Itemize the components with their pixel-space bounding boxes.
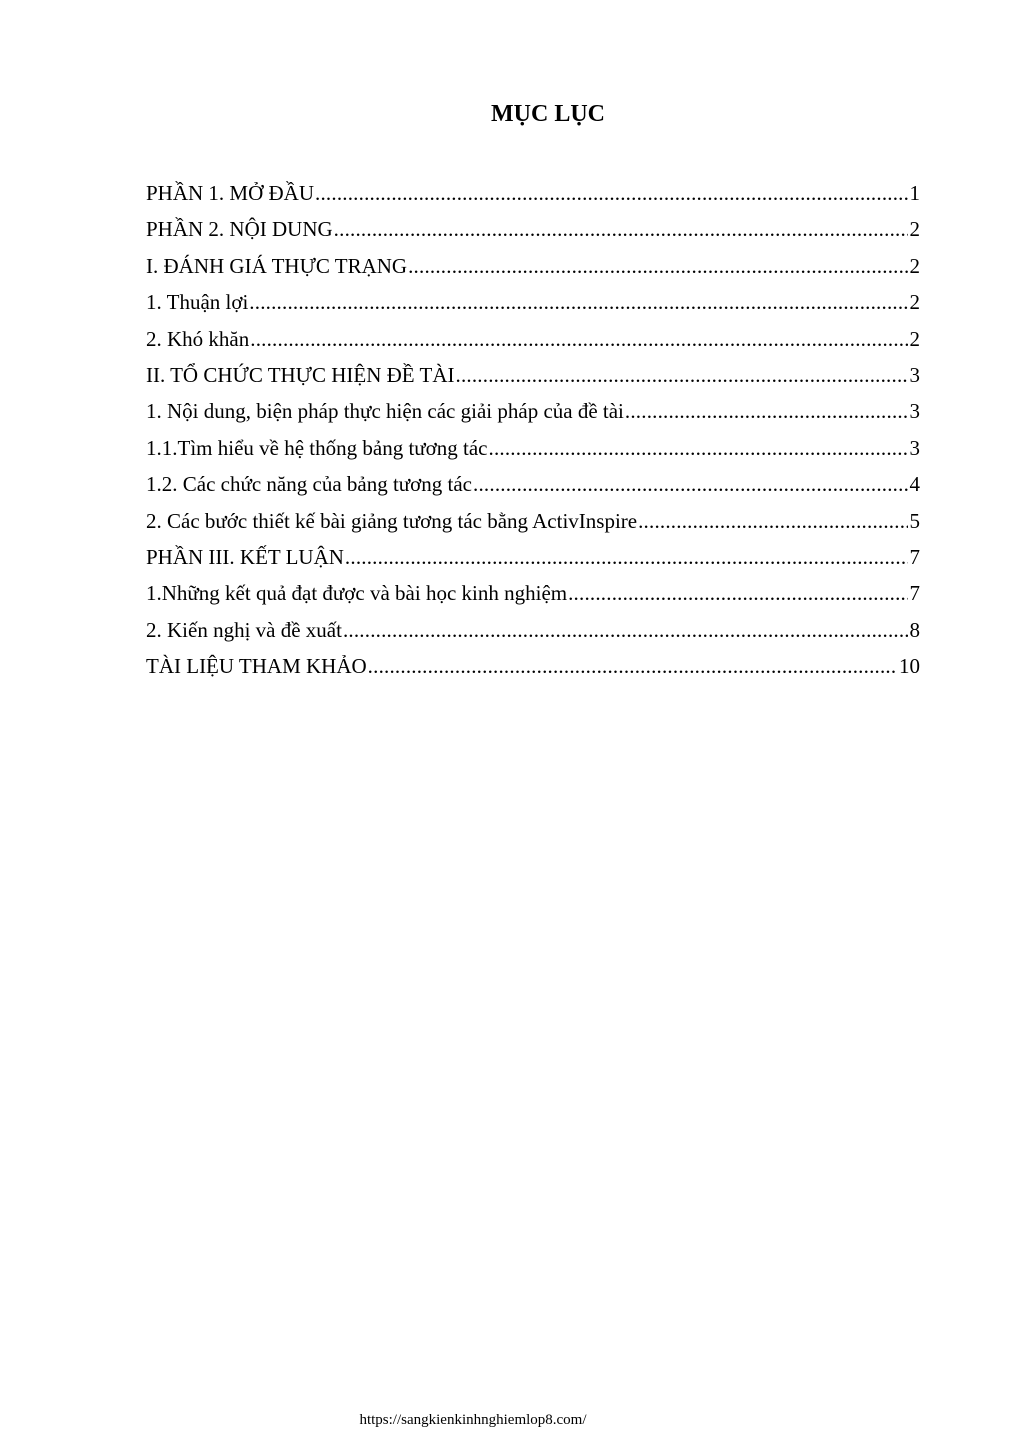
toc-entry[interactable] xyxy=(146,393,920,429)
toc-page-number: 7 xyxy=(909,544,920,569)
toc-leader-dots xyxy=(456,357,908,393)
toc-entry-text: 2. Khó khăn xyxy=(146,326,250,351)
toc-leader-dots xyxy=(334,211,908,247)
toc-leader-dots xyxy=(343,612,908,648)
toc-page-number: 2 xyxy=(909,326,920,351)
toc-leader-dots xyxy=(473,466,907,502)
toc-entry-text: 1.1.Tìm hiểu về hệ thống bảng tương tác xyxy=(146,435,488,460)
toc-entry[interactable] xyxy=(146,539,920,575)
toc-entry[interactable] xyxy=(146,284,920,320)
toc-leader-dots xyxy=(408,248,907,284)
toc-page-number: 10 xyxy=(899,654,920,679)
toc-leader-dots xyxy=(250,321,907,357)
toc-title: MỤC LỤC xyxy=(491,101,605,127)
toc-entry-text: PHẦN 2. NỘI DUNG xyxy=(146,217,333,242)
toc-entry[interactable] xyxy=(146,503,920,539)
toc-entry[interactable] xyxy=(146,648,920,684)
toc-page-number: 4 xyxy=(909,472,920,497)
toc-entry-text: 1.Những kết quả đạt được và bài học kinh nghiệm xyxy=(146,581,568,606)
toc-page-number: 3 xyxy=(909,362,920,387)
toc-page-number: 3 xyxy=(909,435,920,460)
toc-entry-text: PHẦN III. KẾT LUẬN xyxy=(146,544,344,569)
toc-entry-text: 2. Kiến nghị và đề xuất xyxy=(146,617,342,642)
toc-leader-dots xyxy=(638,503,907,539)
toc-leader-dots xyxy=(568,575,907,611)
toc-page-number: 3 xyxy=(909,399,920,424)
toc-entry[interactable] xyxy=(146,175,920,211)
toc-entry[interactable] xyxy=(146,211,920,247)
toc-leader-dots xyxy=(315,175,907,211)
toc-entry-text: TÀI LIỆU THAM KHẢO xyxy=(146,654,367,679)
toc-entry-text: 1. Nội dung, biện pháp thực hiện các giải pháp của đề tài xyxy=(146,399,624,424)
toc-entry[interactable] xyxy=(146,430,920,466)
toc-page-number: 2 xyxy=(909,290,920,315)
toc-leader-dots xyxy=(489,430,908,466)
toc-entry[interactable] xyxy=(146,357,920,393)
toc-leader-dots xyxy=(249,284,907,320)
toc-entry[interactable] xyxy=(146,575,920,611)
toc-entry[interactable] xyxy=(146,612,920,648)
toc-page-number: 1 xyxy=(909,181,920,205)
toc-entry[interactable] xyxy=(146,321,920,357)
toc-entry[interactable] xyxy=(146,248,920,284)
toc-page-number: 7 xyxy=(909,581,920,606)
footer-url[interactable]: https://sangkienkinhnghiemlop8.com/ xyxy=(359,1412,587,1428)
toc-page-number: 2 xyxy=(909,253,920,278)
toc-leader-dots xyxy=(625,393,908,429)
toc-page-number: 8 xyxy=(909,617,920,642)
toc-entry-text: 1.2. Các chức năng của bảng tương tác xyxy=(146,472,473,497)
toc-entry-text: 1. Thuận lợi xyxy=(146,290,249,315)
table-of-contents xyxy=(146,175,920,684)
toc-entry-text: I. ĐÁNH GIÁ THỰC TRẠNG xyxy=(146,253,408,278)
toc-page-number: 2 xyxy=(909,217,920,242)
toc-entry-text: 2. Các bước thiết kế bài giảng tương tác bằng ActivInspire xyxy=(146,508,638,533)
toc-leader-dots xyxy=(368,648,897,684)
toc-entry-text: PHẦN 1. MỞ ĐẦU xyxy=(146,181,315,205)
toc-leader-dots xyxy=(345,539,908,575)
toc-entry-text: II. TỔ CHỨC THỰC HIỆN ĐỀ TÀI xyxy=(146,362,455,387)
toc-entry[interactable] xyxy=(146,466,920,502)
toc-page-number: 5 xyxy=(909,508,920,533)
